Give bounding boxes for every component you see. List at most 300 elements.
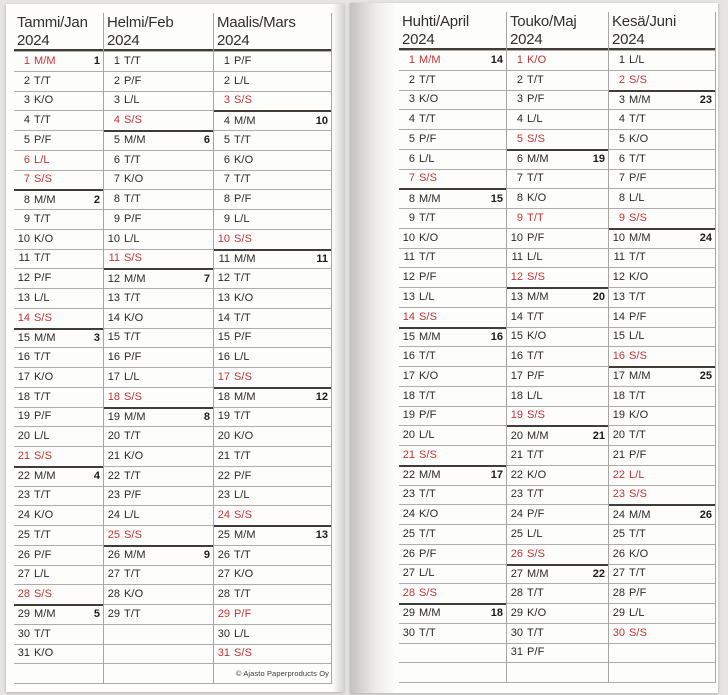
day-number: 11 (108, 252, 120, 265)
day-row-huhti-april-4 (399, 109, 506, 129)
day-row-helmi-feb-14 (104, 308, 213, 328)
day-row-kesa-juni-5 (609, 129, 715, 149)
day-row-helmi-feb-22 (104, 466, 213, 486)
month-column-kesa-juni (608, 12, 716, 683)
weekday-abbr: L/L (124, 232, 140, 245)
weekday-abbr: P/F (124, 212, 142, 225)
week-number: 12 (315, 391, 328, 404)
day-number: 19 (402, 409, 415, 422)
weekday-abbr: L/L (419, 567, 435, 580)
week-number: 5 (93, 608, 100, 621)
day-number: 26 (612, 547, 625, 560)
weekday-abbr: T/T (629, 389, 646, 402)
weekday-abbr: M/M (419, 192, 441, 205)
weekday-abbr: P/F (419, 132, 437, 145)
weekday-abbr: T/T (629, 113, 646, 126)
day-row-kesa-juni-9 (609, 208, 715, 228)
day-number: 15 (402, 330, 415, 343)
left-page-columns (6, 4, 344, 684)
month-title-helmi-feb (104, 13, 213, 51)
weekday-abbr: K/O (34, 94, 54, 107)
weekday-abbr: K/O (419, 93, 439, 106)
day-number: 31 (17, 647, 30, 660)
right-page-columns (350, 3, 718, 683)
day-row-helmi-feb-8 (104, 189, 213, 209)
weekday-abbr: L/L (419, 290, 435, 303)
day-row-touko-maj-22 (507, 465, 608, 485)
day-row-kesa-juni-30 (609, 623, 715, 643)
day-row-maalis-mars-14 (214, 308, 331, 328)
left-page (6, 4, 344, 692)
day-number: 7 (618, 172, 625, 185)
day-row-huhti-april-11 (399, 248, 506, 268)
day-row-maalis-mars-13 (214, 288, 331, 308)
month-year: 2024 (17, 31, 50, 49)
weekday-abbr: L/L (34, 291, 50, 304)
day-row-tammi-jan-10 (14, 229, 103, 249)
day-number: 15 (107, 331, 120, 344)
day-number: 7 (408, 172, 415, 185)
day-number: 21 (17, 449, 30, 462)
day-number: 1 (408, 53, 415, 66)
day-number: 19 (510, 409, 523, 422)
day-number: 17 (612, 370, 625, 383)
day-number: 23 (107, 489, 120, 502)
weekday-abbr: T/T (124, 430, 141, 443)
day-row-tammi-jan-22 (14, 466, 103, 486)
day-number: 20 (107, 430, 120, 443)
day-row-helmi-feb-27 (104, 565, 213, 585)
day-row-tammi-jan-30 (14, 624, 103, 644)
day-number: 6 (23, 153, 30, 166)
day-row-kesa-juni-16 (609, 346, 715, 366)
day-number: 18 (510, 389, 523, 402)
day-row-maalis-mars-18 (214, 387, 331, 407)
day-number: 10 (510, 231, 523, 244)
day-number: 29 (612, 606, 625, 619)
month-name: Helmi/Feb (107, 14, 174, 31)
day-number: 3 (516, 93, 523, 106)
day-row-maalis-mars-7 (214, 170, 331, 190)
day-row-kesa-juni-13 (609, 287, 715, 307)
day-row-huhti-april-1 (399, 50, 506, 70)
day-number: 26 (107, 549, 120, 562)
week-number: 6 (203, 134, 210, 147)
month-year: 2024 (217, 31, 250, 49)
day-number: 27 (612, 567, 625, 580)
weekday-abbr: T/T (34, 390, 51, 403)
weekday-abbr: M/M (34, 331, 56, 344)
day-row-helmi-feb-12 (104, 268, 213, 288)
day-number: 3 (113, 94, 120, 107)
day-row-kesa-juni-4 (609, 109, 715, 129)
day-row-touko-maj-17 (507, 366, 608, 386)
day-number: 12 (402, 271, 415, 284)
day-number: 1 (618, 53, 625, 66)
weekday-abbr: L/L (419, 152, 435, 165)
day-number: 4 (113, 114, 120, 127)
weekday-abbr: T/T (124, 469, 141, 482)
day-row-huhti-april-26 (399, 544, 506, 564)
day-row-touko-maj-9 (507, 208, 608, 228)
weekday-abbr: K/O (34, 647, 54, 660)
weekday-abbr: S/S (629, 73, 648, 86)
day-row-touko-maj-13 (507, 287, 608, 307)
weekday-abbr: K/O (419, 369, 439, 382)
day-number: 2 (23, 74, 30, 87)
weekday-abbr: L/L (124, 509, 140, 522)
day-number: 5 (408, 132, 415, 145)
day-number: 12 (107, 272, 120, 285)
weekday-abbr: P/F (124, 74, 142, 87)
day-number: 28 (510, 587, 523, 600)
weekday-abbr: T/T (34, 351, 51, 364)
day-number: 4 (223, 114, 230, 127)
weekday-abbr: M/M (629, 93, 651, 106)
day-number: 29 (217, 607, 230, 620)
day-row-kesa-juni-12 (609, 267, 715, 287)
day-row-helmi-feb-7 (104, 170, 213, 190)
weekday-abbr: P/F (124, 351, 142, 364)
day-row-maalis-mars-6 (214, 150, 331, 170)
empty-row (104, 644, 213, 664)
day-number: 22 (402, 469, 415, 482)
day-number: 8 (23, 193, 30, 206)
weekday-abbr: P/F (419, 271, 437, 284)
month-name: Touko/Maj (510, 13, 577, 30)
day-row-huhti-april-29 (399, 603, 506, 623)
day-row-touko-maj-1 (507, 50, 608, 70)
day-number: 2 (618, 73, 625, 86)
weekday-abbr: M/M (527, 153, 549, 166)
day-row-helmi-feb-26 (104, 545, 213, 565)
day-row-maalis-mars-16 (214, 347, 331, 367)
day-row-maalis-mars-17 (214, 367, 331, 387)
day-number: 29 (17, 608, 30, 621)
day-row-helmi-feb-19 (104, 407, 213, 427)
day-number: 22 (217, 469, 230, 482)
empty-row (104, 624, 213, 644)
weekday-abbr: P/F (234, 469, 252, 482)
weekday-abbr: M/M (629, 232, 651, 245)
day-number: 2 (516, 73, 523, 86)
day-row-touko-maj-10 (507, 228, 608, 248)
day-number: 14 (17, 311, 30, 324)
day-number: 6 (408, 152, 415, 165)
day-row-huhti-april-28 (399, 583, 506, 603)
week-number: 9 (203, 549, 210, 562)
week-number: 10 (315, 114, 328, 127)
day-row-kesa-juni-26 (609, 544, 715, 564)
weekday-abbr: S/S (419, 587, 438, 600)
weekday-abbr: K/O (34, 509, 54, 522)
weekday-abbr: L/L (234, 74, 250, 87)
day-number: 15 (612, 330, 625, 343)
day-number: 9 (223, 212, 230, 225)
day-row-helmi-feb-5 (104, 130, 213, 150)
day-number: 23 (17, 489, 30, 502)
day-row-maalis-mars-23 (214, 486, 331, 506)
weekday-abbr: L/L (527, 251, 543, 264)
day-row-kesa-juni-27 (609, 564, 715, 584)
weekday-abbr: M/M (124, 134, 146, 147)
day-number: 4 (618, 113, 625, 126)
week-number: 8 (203, 410, 210, 423)
day-number: 22 (612, 468, 625, 481)
day-number: 17 (107, 370, 120, 383)
weekday-abbr: S/S (527, 409, 546, 422)
day-number: 11 (403, 251, 415, 264)
weekday-abbr: K/O (34, 232, 54, 245)
day-number: 20 (17, 430, 30, 443)
day-number: 12 (17, 272, 30, 285)
weekday-abbr: T/T (527, 350, 544, 363)
day-number: 24 (17, 509, 30, 522)
weekday-abbr: L/L (234, 351, 250, 364)
weekday-abbr: S/S (234, 232, 253, 245)
day-number: 24 (510, 508, 523, 521)
day-number: 12 (510, 271, 523, 284)
weekday-abbr: M/M (124, 410, 146, 423)
week-number: 7 (203, 272, 210, 285)
month-year: 2024 (107, 31, 140, 49)
weekday-abbr: T/T (124, 153, 141, 166)
day-row-maalis-mars-21 (214, 446, 331, 466)
day-row-kesa-juni-24 (609, 504, 715, 524)
day-row-helmi-feb-20 (104, 426, 213, 446)
month-year: 2024 (402, 30, 435, 48)
day-number: 7 (23, 173, 30, 186)
day-row-tammi-jan-24 (14, 505, 103, 525)
day-number: 2 (408, 73, 415, 86)
day-row-kesa-juni-20 (609, 425, 715, 445)
day-number: 23 (217, 489, 230, 502)
day-row-maalis-mars-1 (214, 51, 331, 71)
day-number: 24 (402, 508, 415, 521)
day-row-tammi-jan-27 (14, 565, 103, 585)
weekday-abbr: T/T (234, 173, 251, 186)
day-number: 10 (612, 232, 625, 245)
day-number: 11 (218, 252, 230, 265)
day-row-touko-maj-2 (507, 70, 608, 90)
day-row-maalis-mars-19 (214, 407, 331, 427)
day-number: 3 (618, 93, 625, 106)
day-number: 27 (402, 567, 415, 580)
weekday-abbr: T/T (419, 389, 436, 402)
weekday-abbr: P/F (629, 587, 647, 600)
week-number: 19 (592, 153, 605, 166)
weekday-abbr: M/M (234, 529, 256, 542)
weekday-abbr: T/T (124, 331, 141, 344)
right-page (350, 3, 718, 693)
day-number: 22 (510, 468, 523, 481)
day-row-huhti-april-15 (399, 327, 506, 347)
day-row-maalis-mars-15 (214, 328, 331, 348)
day-number: 2 (223, 74, 230, 87)
day-row-helmi-feb-13 (104, 288, 213, 308)
day-number: 27 (217, 568, 230, 581)
month-title-maalis-mars (214, 13, 331, 51)
day-row-touko-maj-26 (507, 544, 608, 564)
day-number: 26 (17, 548, 30, 561)
week-number: 16 (490, 330, 503, 343)
weekday-abbr: K/O (234, 430, 254, 443)
day-row-helmi-feb-29 (104, 604, 213, 624)
day-number: 28 (17, 588, 30, 601)
weekday-abbr: P/F (234, 54, 252, 67)
weekday-abbr: P/F (34, 410, 52, 423)
weekday-abbr: M/M (419, 469, 441, 482)
week-number: 23 (699, 93, 712, 106)
weekday-abbr: T/T (124, 568, 141, 581)
day-row-huhti-april-9 (399, 208, 506, 228)
day-row-touko-maj-16 (507, 346, 608, 366)
month-title-huhti-april (399, 12, 506, 50)
month-year: 2024 (510, 30, 543, 48)
day-row-huhti-april-3 (399, 90, 506, 110)
empty-row (609, 662, 715, 682)
day-number: 21 (217, 449, 230, 462)
weekday-abbr: S/S (629, 350, 648, 363)
weekday-abbr: K/O (124, 449, 144, 462)
weekday-abbr: T/T (527, 626, 544, 639)
day-number: 10 (217, 232, 230, 245)
day-number: 16 (17, 351, 30, 364)
day-row-tammi-jan-9 (14, 209, 103, 229)
day-number: 18 (612, 389, 625, 402)
day-row-huhti-april-25 (399, 524, 506, 544)
weekday-abbr: S/S (527, 547, 546, 560)
day-row-tammi-jan-25 (14, 525, 103, 545)
day-row-kesa-juni-11 (609, 248, 715, 268)
day-number: 8 (408, 192, 415, 205)
weekday-abbr: L/L (234, 489, 250, 502)
weekday-abbr: L/L (629, 192, 645, 205)
weekday-abbr: P/F (629, 172, 647, 185)
day-number: 5 (618, 132, 625, 145)
weekday-abbr: T/T (34, 528, 51, 541)
week-number: 21 (592, 429, 605, 442)
day-number: 18 (107, 390, 120, 403)
day-row-helmi-feb-4 (104, 110, 213, 130)
weekday-abbr: T/T (234, 449, 251, 462)
weekday-abbr: P/F (527, 508, 545, 521)
weekday-abbr: T/T (419, 251, 436, 264)
day-row-maalis-mars-24 (214, 505, 331, 525)
day-number: 15 (510, 330, 523, 343)
day-row-maalis-mars-30 (214, 624, 331, 644)
weekday-abbr: M/M (34, 470, 56, 483)
day-row-kesa-juni-18 (609, 386, 715, 406)
weekday-abbr: T/T (419, 211, 436, 224)
day-number: 5 (113, 134, 120, 147)
day-number: 30 (402, 626, 415, 639)
day-row-helmi-feb-11 (104, 249, 213, 269)
weekday-abbr: P/F (527, 93, 545, 106)
weekday-abbr: L/L (234, 212, 250, 225)
day-row-tammi-jan-14 (14, 308, 103, 328)
weekday-abbr: L/L (629, 53, 645, 66)
weekday-abbr: P/F (34, 272, 52, 285)
day-row-touko-maj-19 (507, 406, 608, 426)
day-number: 19 (17, 410, 30, 423)
weekday-abbr: S/S (419, 448, 438, 461)
day-row-huhti-april-8 (399, 188, 506, 208)
day-number: 28 (612, 587, 625, 600)
weekday-abbr: M/M (419, 607, 441, 620)
day-number: 20 (402, 429, 415, 442)
day-number: 10 (107, 232, 120, 245)
day-row-maalis-mars-11 (214, 249, 331, 269)
day-row-tammi-jan-13 (14, 288, 103, 308)
day-number: 1 (223, 54, 230, 67)
day-number: 28 (217, 588, 230, 601)
week-number: 26 (699, 508, 712, 521)
day-number: 3 (23, 94, 30, 107)
day-row-touko-maj-5 (507, 129, 608, 149)
weekday-abbr: T/T (419, 73, 436, 86)
day-row-kesa-juni-29 (609, 603, 715, 623)
weekday-abbr: T/T (234, 311, 251, 324)
weekday-abbr: T/T (234, 410, 251, 423)
weekday-abbr: M/M (124, 549, 146, 562)
day-row-kesa-juni-22 (609, 465, 715, 485)
weekday-abbr: S/S (124, 114, 143, 127)
day-row-tammi-jan-15 (14, 328, 103, 348)
day-number: 9 (618, 211, 625, 224)
day-row-kesa-juni-19 (609, 406, 715, 426)
weekday-abbr: K/O (629, 547, 649, 560)
day-row-kesa-juni-1 (609, 50, 715, 70)
day-row-tammi-jan-21 (14, 446, 103, 466)
day-row-tammi-jan-29 (14, 604, 103, 624)
day-row-kesa-juni-6 (609, 149, 715, 169)
day-row-helmi-feb-23 (104, 486, 213, 506)
day-number: 23 (612, 488, 625, 501)
day-row-helmi-feb-24 (104, 505, 213, 525)
weekday-abbr: T/T (234, 272, 251, 285)
weekday-abbr: P/F (34, 133, 52, 146)
weekday-abbr: L/L (629, 468, 645, 481)
weekday-abbr: S/S (234, 509, 253, 522)
weekday-abbr: L/L (124, 94, 140, 107)
week-number: 1 (93, 54, 100, 67)
day-number: 5 (23, 133, 30, 146)
day-row-maalis-mars-20 (214, 426, 331, 446)
weekday-abbr: M/M (34, 193, 56, 206)
day-row-maalis-mars-28 (214, 584, 331, 604)
weekday-abbr: M/M (234, 252, 256, 265)
day-row-maalis-mars-3 (214, 91, 331, 111)
day-row-tammi-jan-19 (14, 407, 103, 427)
month-column-helmi-feb (103, 13, 213, 684)
day-number: 11 (18, 252, 30, 265)
day-number: 6 (113, 153, 120, 166)
weekday-abbr: L/L (124, 370, 140, 383)
weekday-abbr: K/O (527, 606, 547, 619)
day-number: 9 (23, 212, 30, 225)
day-number: 24 (217, 509, 230, 522)
weekday-abbr: K/O (419, 508, 439, 521)
day-number: 7 (113, 173, 120, 186)
weekday-abbr: T/T (234, 548, 251, 561)
weekday-abbr: L/L (629, 330, 645, 343)
day-row-touko-maj-8 (507, 188, 608, 208)
day-number: 13 (107, 291, 120, 304)
weekday-abbr: M/M (527, 291, 549, 304)
day-row-touko-maj-3 (507, 90, 608, 110)
day-number: 1 (516, 53, 523, 66)
